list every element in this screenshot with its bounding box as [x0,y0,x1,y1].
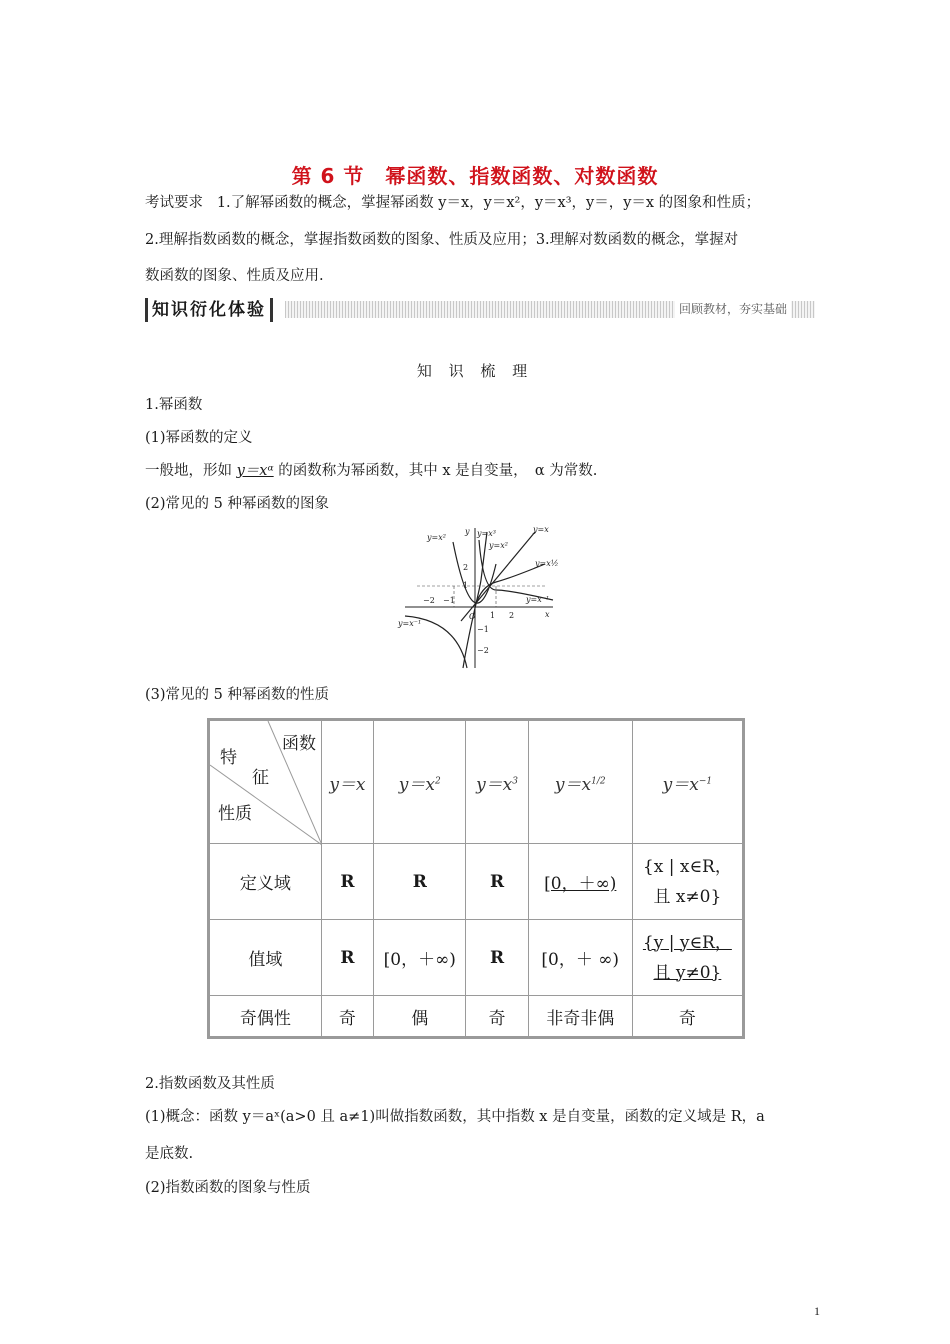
banner-subtitle: 回顾教材，夯实基础 [675,301,791,318]
requirements-line-2: 2.理解指数函数的概念，掌握指数函数的图象、性质及应用；3.理解对数函数的概念，掌握对 [145,232,739,248]
parity-y-xinv: 奇 [632,996,743,1038]
def-suffix: 的函数称为幂函数，其中 x 是自变量， α 为常数. [278,463,598,479]
tick-x-neg1: −1 [443,596,455,605]
section-banner [145,298,815,322]
parity-y-x: 奇 [321,996,374,1038]
range-y-x: R [321,920,374,996]
requirements-line-3: 数函数的图象、性质及应用. [145,268,324,284]
exp-concept-line-2: 是底数. [145,1146,194,1162]
label-y-x: y=x [533,525,549,534]
power-heading: 1.幂函数 [145,397,203,413]
corner-label-property: 性质 [218,804,252,824]
domain-y-xinv: {x | x∈R， 且 x≠0} [632,844,743,920]
label-y-xhalf: y=x½ [535,559,559,568]
table-row-domain [209,844,744,920]
exp-heading: 2.指数函数及其性质 [145,1076,275,1092]
exp-graph-heading: (2)指数函数的图象与性质 [145,1180,311,1196]
header-y-x: y＝x [321,720,374,844]
domain-y-x3: R [466,844,528,920]
label-y-x2-right: y=x² [489,541,508,550]
power-graph-heading: (2)常见的 5 种幂函数的图象 [145,496,329,512]
tick-x-2: 2 [509,611,515,620]
row-label-domain: 定义域 [209,844,322,920]
domain-y-x: R [321,844,374,920]
axis-label-y: y [465,527,470,536]
tick-y-2: 2 [463,563,469,572]
tick-x-1: 1 [490,611,496,620]
row-label-range: 值域 [209,920,322,996]
power-properties-table [207,718,745,1039]
header-y-xinv: $y=x^{-1}$ [632,720,743,844]
section-title: 知 识 梳 理 [416,362,534,380]
range-y-x2: [0，＋∞) [374,920,466,996]
requirements-line-1 [145,193,810,213]
page-number: 1 [814,1304,820,1318]
parity-y-x3: 奇 [466,996,528,1038]
power-def-heading: (1)幂函数的定义 [145,430,253,446]
label-y-xinv-left: y=x⁻¹ [398,619,422,628]
label-y-x2: y=x² [427,533,446,542]
range-y-xhalf: [0，＋ ∞) [528,920,632,996]
row-label-parity: 奇偶性 [209,996,322,1038]
table-corner-cell [209,720,322,844]
parity-y-x2: 偶 [374,996,466,1038]
requirements-text: 1.了解幂函数的概念，掌握幂函数 y＝x，y＝x²，y＝x³，y＝，y＝x 的图象和性质； [216,195,761,211]
corner-label-function: 函数 [282,734,316,754]
header-y-x2: $y=x^2$ [374,720,466,844]
domain-y-x2: R [374,844,466,920]
header-y-x3: $y=x^3$ [466,720,528,844]
requirements-label: 考试要求 [145,195,203,211]
header-y-xhalf: $y=x^{1/2}$ [528,720,632,844]
exp-concept-line-1: (1)概念：函数 y＝aˣ(a>0 且 a≠1)叫做指数函数，其中指数 x 是自变量，函数的定义域是 R，a [145,1109,765,1125]
tick-y-1: 1 [463,581,469,590]
power-props-heading: (3)常见的 5 种幂函数的性质 [145,687,329,703]
corner-label-zheng: 征 [252,768,269,788]
range-y-xinv: {y | y∈R， 且 y≠0} [632,920,743,996]
def-prefix: 一般地，形如 [145,463,232,479]
table-row-range [209,920,744,996]
label-y-xinv: y=x⁻¹ [526,595,550,604]
range-y-x3: R [466,920,528,996]
table-header-row [209,720,744,844]
page-title: 第 6 节 幂函数、指数函数、对数函数 [291,164,659,188]
parity-y-xhalf: 非奇非偶 [528,996,632,1038]
label-y-x3: y=x³ [477,529,496,538]
tick-y-neg1: −1 [477,625,489,634]
def-formula: y＝xᵅ [236,463,274,479]
power-function-graph [395,520,560,670]
table-row-parity [209,996,744,1038]
tick-x-neg2: −2 [423,596,435,605]
axis-label-x: x [545,610,550,619]
tick-y-neg2: −2 [477,646,489,655]
domain-y-xhalf: [0，＋∞) [528,844,632,920]
power-def-line [145,461,810,481]
banner-title: 知识衍化体验 [145,298,273,322]
corner-label-te: 特 [220,748,237,768]
origin-label: O [469,612,476,621]
